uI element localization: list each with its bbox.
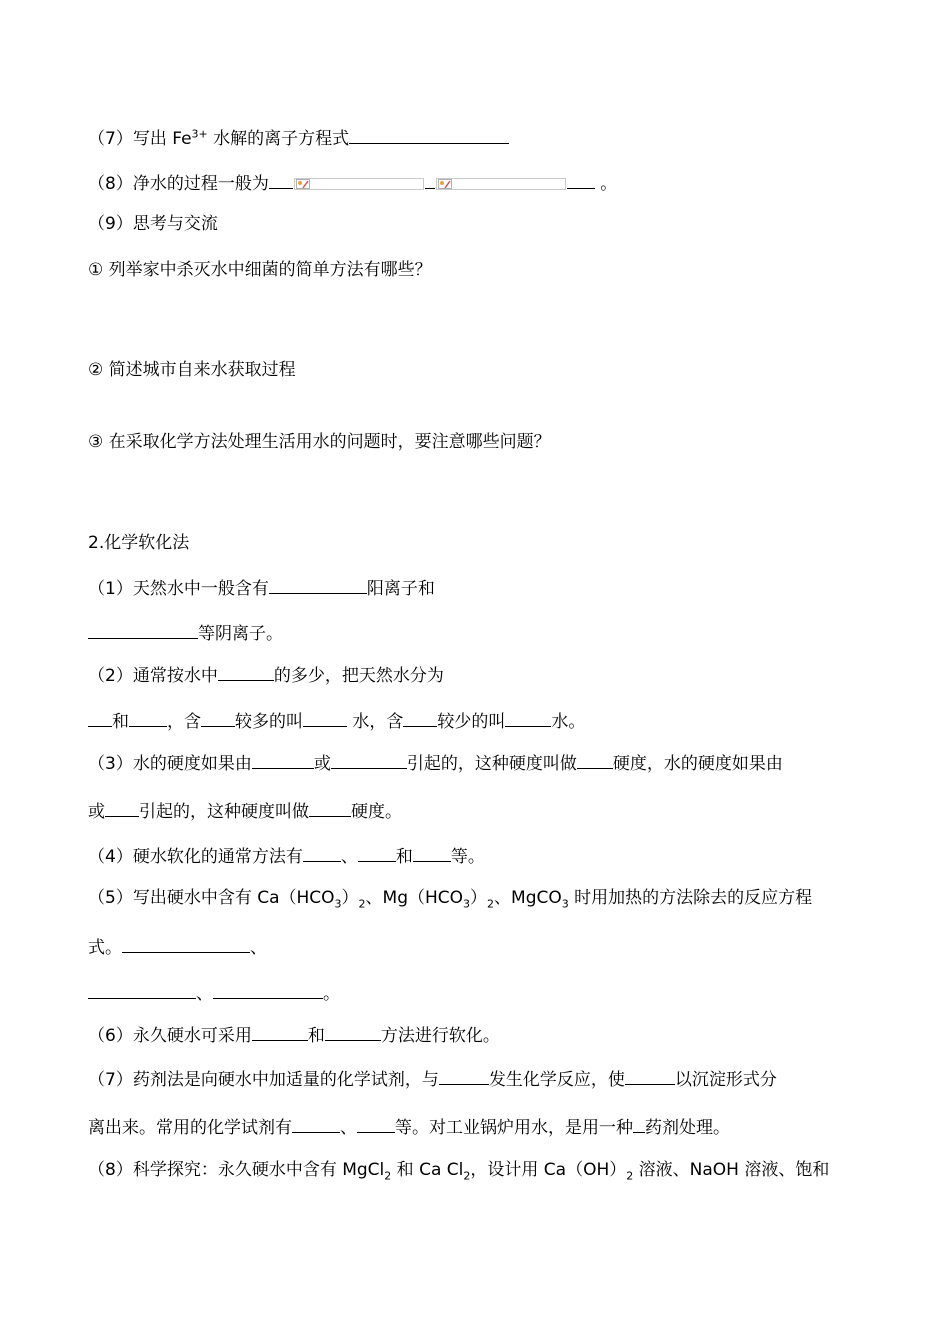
text: 较多的叫 [235, 712, 303, 732]
subscript: 2 [384, 1169, 392, 1183]
subquestion-3 [88, 750, 862, 776]
q7-rest: 水解的离子方程式 [207, 129, 350, 149]
text: （2）通常按水中 [88, 666, 218, 686]
text: （1）天然水中一般含有 [88, 579, 269, 599]
text: 引起的，这种硬度叫做 [406, 754, 577, 774]
answer-blank[interactable] [413, 843, 451, 862]
subquestion-2-continued [88, 708, 862, 734]
subquestion-5 [88, 886, 862, 910]
subscript: 2 [626, 1169, 634, 1183]
answer-blank[interactable] [425, 170, 435, 189]
answer-blank[interactable] [303, 708, 347, 727]
subscript: 2 [463, 1169, 471, 1183]
text: 等阴离子。 [198, 624, 283, 644]
text: 或 [313, 754, 331, 774]
q7-superscript: 3+ [191, 127, 208, 141]
question-9-1: ① 列举家中杀灭水中细菌的简单方法有哪些？ [88, 260, 432, 280]
text: 、Mg（HCO [365, 888, 464, 908]
question-9-3: ③ 在采取化学方法处理生活用水的问题时，要注意哪些问题？ [88, 432, 551, 452]
broken-image-placeholder [294, 178, 424, 190]
question-9-label: （9）思考与交流 [88, 214, 218, 234]
text: 水。 [551, 712, 586, 732]
text: ） [341, 888, 359, 908]
text: 硬度。 [351, 802, 402, 822]
broken-image-icon [438, 179, 452, 189]
answer-blank[interactable] [505, 708, 551, 727]
text: 和 Ca Cl [391, 1160, 464, 1180]
text: 阳离子和 [366, 579, 435, 599]
subquestion-5-continued [88, 934, 862, 960]
text: （8）科学探究：永久硬水中含有 MgCl [88, 1160, 385, 1180]
answer-blank[interactable] [349, 125, 509, 144]
answer-blank[interactable] [309, 798, 351, 817]
answer-blank[interactable] [252, 1022, 308, 1041]
question-9-2: ② 简述城市自来水获取过程 [88, 360, 296, 380]
subquestion-7-continued [88, 1114, 862, 1140]
text: 溶液、NaOH 溶液、饱和 [633, 1160, 830, 1180]
text: 药剂处理。 [645, 1118, 730, 1138]
subquestion-4 [88, 843, 862, 869]
answer-blank[interactable] [218, 662, 274, 681]
text: 水，含 [347, 712, 404, 732]
answer-blank[interactable] [303, 843, 341, 862]
answer-blank[interactable] [358, 843, 396, 862]
text: 引起的，这种硬度叫做 [139, 802, 309, 822]
text: （6）永久硬水可采用 [88, 1026, 252, 1046]
text: 的多少，把天然水分为 [273, 666, 444, 686]
q8-label: （8）净水的过程一般为 [88, 174, 269, 194]
text: ，设计用 Ca（OH） [470, 1160, 627, 1180]
text: 、 [340, 847, 358, 867]
text: （5）写出硬水中含有 Ca（HCO [88, 888, 335, 908]
answer-blank[interactable] [292, 1114, 340, 1133]
text: 以沉淀形式分 [674, 1070, 777, 1090]
answer-blank[interactable] [325, 1022, 381, 1041]
text: 时用加热的方法除去的反应方程 [568, 888, 813, 908]
answer-blank[interactable] [357, 1114, 395, 1133]
text: 式。 [88, 938, 122, 958]
answer-blank[interactable] [403, 708, 437, 727]
subquestion-1-continued [88, 620, 862, 646]
subquestion-8 [88, 1158, 862, 1182]
subscript: 2 [358, 897, 366, 911]
text: 。 [323, 984, 340, 1004]
answer-blank[interactable] [122, 934, 250, 953]
section-heading: 2.化学软化法 [88, 533, 190, 553]
answer-blank[interactable] [269, 575, 367, 594]
broken-image-icon [296, 179, 310, 189]
text: 和 [395, 847, 413, 867]
text: 离出来。常用的化学试剂有 [88, 1118, 292, 1138]
subscript: 2 [487, 897, 495, 911]
subquestion-6 [88, 1022, 862, 1048]
text: 和 [112, 712, 129, 732]
answer-blank[interactable] [567, 170, 595, 189]
answer-blank[interactable] [129, 708, 167, 727]
text: （3）水的硬度如果由 [88, 754, 252, 774]
subquestion-2 [88, 662, 862, 688]
text: 等。 [450, 847, 485, 867]
answer-blank[interactable] [213, 980, 323, 999]
answer-blank[interactable] [331, 750, 407, 769]
text: 硬度，水的硬度如果由 [612, 754, 783, 774]
answer-blank[interactable] [88, 620, 198, 639]
text: 发生化学反应，使 [488, 1070, 625, 1090]
text: （7）药剂法是向硬水中加适量的化学试剂，与 [88, 1070, 439, 1090]
text: 等。对工业锅炉用水，是用一种 [395, 1118, 633, 1138]
text: 、 [196, 984, 213, 1004]
answer-blank[interactable] [633, 1114, 645, 1133]
broken-image-placeholder [436, 178, 566, 190]
text: 、 [250, 938, 267, 958]
answer-blank[interactable] [577, 750, 613, 769]
text: 或 [88, 802, 105, 822]
subscript: 3 [334, 897, 342, 911]
text: ，含 [167, 712, 201, 732]
subquestion-3-continued [88, 798, 862, 824]
answer-blank[interactable] [105, 798, 139, 817]
subquestion-7 [88, 1066, 862, 1092]
text: 、MgCO [494, 888, 562, 908]
text: （4）硬水软化的通常方法有 [88, 847, 303, 867]
subquestion-5-continued-2 [88, 980, 862, 1006]
answer-blank[interactable] [269, 170, 293, 189]
text: ） [470, 888, 488, 908]
answer-blank[interactable] [252, 750, 314, 769]
text: 较少的叫 [437, 712, 506, 732]
answer-blank[interactable] [88, 708, 112, 727]
question-7 [88, 125, 862, 151]
text: 、 [340, 1118, 357, 1138]
text: 方法进行软化。 [380, 1026, 500, 1046]
question-8 [88, 170, 862, 196]
q7-label: （7）写出 Fe [88, 129, 192, 149]
text: 和 [307, 1026, 325, 1046]
answer-blank[interactable] [439, 1066, 489, 1085]
answer-blank[interactable] [88, 980, 196, 999]
subscript: 3 [561, 897, 569, 911]
answer-blank[interactable] [625, 1066, 675, 1085]
subquestion-1 [88, 575, 862, 601]
answer-blank[interactable] [201, 708, 235, 727]
q8-end: 。 [594, 174, 618, 194]
subscript: 3 [463, 897, 471, 911]
